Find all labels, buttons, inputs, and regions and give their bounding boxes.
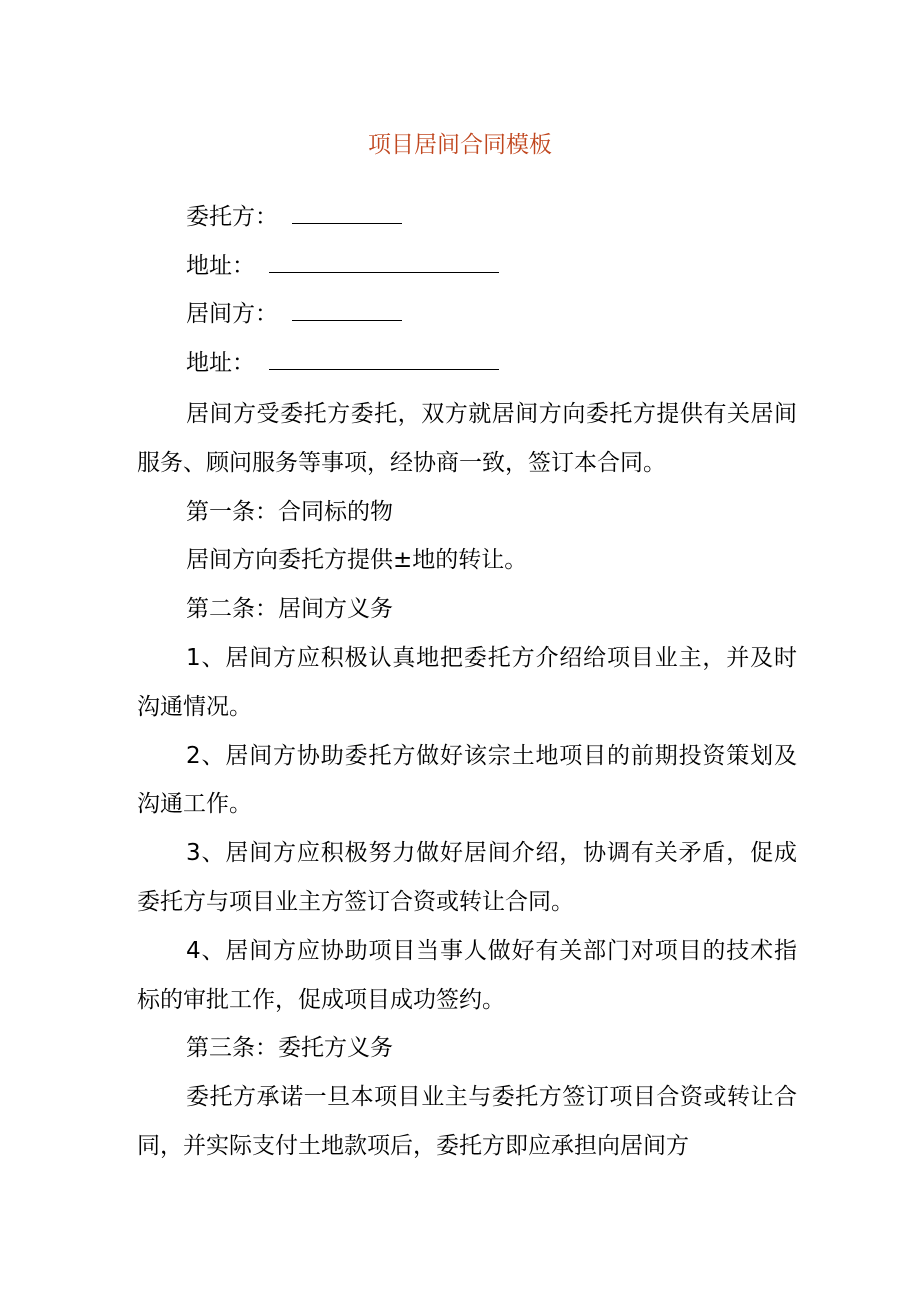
article-1-text: 居间方向委托方提供±地的转让。 <box>186 547 528 574</box>
client-label: 委托方： <box>186 204 278 230</box>
preamble-paragraph: 居间方受委托方委托，双方就居间方向委托方提供有关居间服务、顾问服务等事项，经协商一致，签订本合同。 <box>137 401 797 476</box>
article-3-text: 委托方承诺一旦本项目业主与委托方签订项目合资或转让合同，并实际支付土地款项后，委托方即应承担向居间方 <box>137 1084 797 1159</box>
intermediary-address-label: 地址： <box>186 350 255 376</box>
intermediary-field <box>186 294 402 333</box>
article-2-heading: 第二条：居间方义务 <box>186 596 393 623</box>
article-2-item-4: 4、居间方应协助项目当事人做好有关部门对项目的技术指标的审批工作，促成项目成功签约。 <box>137 937 797 1013</box>
contract-body <box>137 390 797 1171</box>
client-field <box>186 197 402 236</box>
article-3-heading: 第三条：委托方义务 <box>186 1035 393 1062</box>
intermediary-blank <box>292 294 402 321</box>
intermediary-address-field <box>186 343 499 382</box>
document-title: 项目居间合同模板 <box>368 132 552 158</box>
client-blank <box>292 197 402 224</box>
article-2-item-2: 2、居间方协助委托方做好该宗土地项目的前期投资策划及沟通工作。 <box>137 742 797 818</box>
article-2-item-1: 1、居间方应积极认真地把委托方介绍给项目业主，并及时沟通情况。 <box>137 644 797 720</box>
client-address-field <box>186 246 499 285</box>
client-address-label: 地址： <box>186 253 255 279</box>
article-2-item-3: 3、居间方应积极努力做好居间介绍，协调有关矛盾，促成委托方与项目业主方签订合资或转让合同。 <box>137 840 797 915</box>
intermediary-label: 居间方： <box>186 301 278 327</box>
client-address-blank <box>269 246 499 273</box>
intermediary-address-blank <box>269 343 499 370</box>
article-1-heading: 第一条：合同标的物 <box>186 498 393 525</box>
